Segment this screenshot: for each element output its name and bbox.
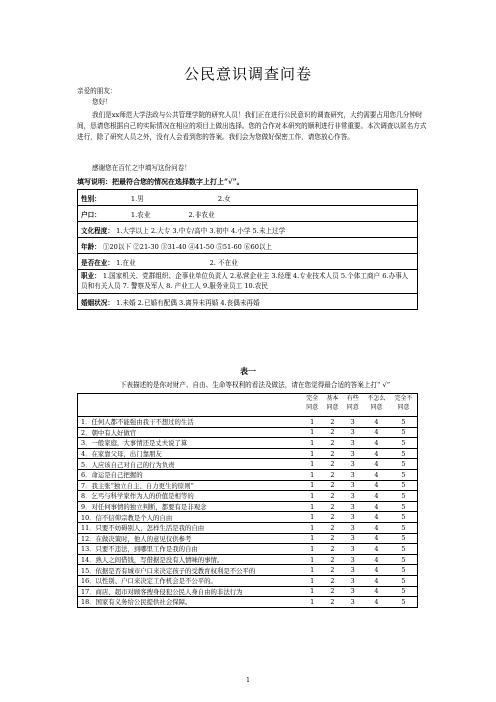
rating-option-3[interactable]: 3 (343, 565, 363, 576)
rating-option-4[interactable]: 4 (363, 459, 390, 470)
rating-option-1[interactable]: 1 (302, 575, 322, 586)
rating-option-5[interactable]: 5 (390, 554, 418, 565)
scale-header-3: 有些 同意 (343, 394, 363, 417)
rating-option-2[interactable]: 2 (322, 417, 342, 428)
question-text: 18．国家有义务给公民提供社会保障。 (78, 597, 303, 608)
age-label: 年龄： (81, 242, 101, 251)
question-text: 12．在做决策时，他人的意见仅供参考 (78, 533, 303, 544)
rating-option-2[interactable]: 2 (322, 459, 342, 470)
rating-option-4[interactable]: 4 (363, 480, 390, 491)
rating-option-5[interactable]: 5 (390, 438, 418, 449)
education-row (78, 222, 418, 238)
rating-option-3[interactable]: 3 (343, 544, 363, 555)
rating-option-1[interactable]: 1 (302, 512, 322, 523)
education-options[interactable]: 1.大学以上 2.大专 3.中专/高中 3.初中 4.小学 5.未上过学 (116, 226, 286, 235)
rating-option-3[interactable]: 3 (343, 554, 363, 565)
rating-option-1[interactable]: 1 (302, 459, 322, 470)
question-text: 15．依据是否有城市户口来决定孩子的受教育权利是不公平的 (78, 565, 303, 576)
table-row (78, 575, 418, 586)
question-text: 8．乞丐与科学家作为人的价值是相等的 (78, 491, 303, 502)
table-row (78, 491, 418, 502)
rating-option-1[interactable]: 1 (302, 438, 322, 449)
table-row (78, 501, 418, 512)
scale-header-blank (78, 394, 303, 417)
rating-option-3[interactable]: 3 (343, 491, 363, 502)
rating-option-4[interactable]: 4 (363, 575, 390, 586)
rating-option-2[interactable]: 2 (322, 427, 342, 438)
rating-option-2[interactable]: 2 (322, 448, 342, 459)
scale-header-1: 完全 同意 (302, 394, 322, 417)
rating-option-3[interactable]: 3 (343, 533, 363, 544)
table-row (78, 565, 418, 576)
occupation-options[interactable]: 1.国家机关、党群组织、企事业单位负责人 2.私营企业主 3.经理 4.专业技术人员 5.个体工商户 6.办事人员和有关人员 7. 警察及军人 8. 产业工人 9.服务业员工 10.农民 (81, 272, 409, 290)
intro-paragraph: 我们是xx师范大学法政与公共管理学院的研究人员！我们正在进行公民意识的调查研究，大约需要占用您几分钟时间，恳请您根据自己的实际情况在相应的项目上做出选择。您的合作对本研究的顺利进行非常重要。本次调查以匿名方式进行，除了研究人员之外，没有人会看到您的答案。我们会为您做好保密工作，请您放心作答。 (77, 111, 427, 141)
employment-option-no[interactable]: 2. 不在业 (209, 258, 238, 267)
rating-option-1[interactable]: 1 (302, 554, 322, 565)
rating-option-4[interactable]: 4 (363, 565, 390, 576)
table-row (78, 480, 418, 491)
rating-option-4[interactable]: 4 (363, 438, 390, 449)
rating-option-5[interactable]: 5 (390, 522, 418, 533)
rating-option-4[interactable]: 4 (363, 533, 390, 544)
occupation-row (78, 270, 418, 294)
rating-option-4[interactable]: 4 (363, 512, 390, 523)
rating-option-3[interactable]: 3 (343, 480, 363, 491)
page-title: 公民意识调查问卷 (183, 65, 312, 83)
rating-option-2[interactable]: 2 (322, 480, 342, 491)
rating-option-3[interactable]: 3 (343, 575, 363, 586)
employment-row (78, 254, 418, 270)
rating-option-5[interactable]: 5 (390, 459, 418, 470)
marital-options[interactable]: 1.未婚 2.已婚有配偶 3.离异未再婚 4.丧偶未再婚 (116, 298, 260, 307)
rating-option-3[interactable]: 3 (343, 459, 363, 470)
rating-option-5[interactable]: 5 (390, 417, 418, 428)
rating-option-2[interactable]: 2 (322, 501, 342, 512)
table-row (78, 438, 418, 449)
scale-header-row (78, 394, 418, 417)
rating-option-3[interactable]: 3 (343, 512, 363, 523)
rating-option-1[interactable]: 1 (302, 427, 322, 438)
education-label: 文化程度： (81, 226, 114, 235)
rating-option-1[interactable]: 1 (302, 417, 322, 428)
rating-option-2[interactable]: 2 (322, 586, 342, 597)
rating-option-5[interactable]: 5 (390, 469, 418, 480)
table-title: 表一 (240, 366, 256, 376)
attitude-scale-table (77, 393, 418, 608)
rating-option-2[interactable]: 2 (322, 533, 342, 544)
table-row (78, 586, 418, 597)
rating-option-4[interactable]: 4 (363, 448, 390, 459)
rating-option-4[interactable]: 4 (363, 501, 390, 512)
table-row (78, 533, 418, 544)
rating-option-5[interactable]: 5 (390, 544, 418, 555)
table-row (78, 554, 418, 565)
employment-option-yes[interactable]: 1.在业 (116, 258, 136, 267)
question-text: 3．一般家庭，大事情还是丈夫说了算 (78, 438, 303, 449)
rating-option-2[interactable]: 2 (322, 491, 342, 502)
question-text: 7．我主张“独立自主、自力更生的原则” (78, 480, 303, 491)
table-row (78, 512, 418, 523)
gender-option-male[interactable]: 1.男 (130, 194, 144, 203)
rating-option-2[interactable]: 2 (322, 512, 342, 523)
table-row (78, 597, 418, 608)
gender-row (78, 190, 418, 206)
rating-option-4[interactable]: 4 (363, 491, 390, 502)
question-text: 16．以性别、户口来决定工作机会是不公平的。 (78, 575, 303, 586)
hello-line: 您好！ (92, 98, 112, 106)
hukou-label: 户口： (81, 210, 101, 219)
rating-option-5[interactable]: 5 (390, 512, 418, 523)
question-text: 4．在家靠父母，出门靠朋友 (78, 448, 303, 459)
question-text: 2．朝中有人好做官 (78, 427, 303, 438)
occupation-label: 职业： (81, 272, 101, 280)
rating-option-2[interactable]: 2 (322, 469, 342, 480)
marital-label: 婚姻状况： (81, 298, 114, 307)
hukou-option-nonagri[interactable]: 2.非农业 (188, 210, 215, 219)
rating-option-3[interactable]: 3 (343, 597, 363, 608)
rating-option-4[interactable]: 4 (363, 427, 390, 438)
scale-header-4: 不怎么 同意 (363, 394, 390, 417)
instruction: 填写说明：把最符合您的情况在选择数字上打上“√”。 (77, 177, 244, 186)
question-text: 6．命运是自己把握的 (78, 469, 303, 480)
rating-option-5[interactable]: 5 (390, 501, 418, 512)
rating-option-2[interactable]: 2 (322, 544, 342, 555)
question-text: 9．对任何事情的独立判断，都要有是非观念 (78, 501, 303, 512)
table-row (78, 417, 418, 428)
question-text: 14．熟人之间借钱，写借据是没有人情味的事情。 (78, 554, 303, 565)
rating-option-1[interactable]: 1 (302, 448, 322, 459)
marital-row (78, 294, 418, 310)
scale-header-2: 基本 同意 (322, 394, 342, 417)
rating-option-3[interactable]: 3 (343, 438, 363, 449)
hukou-row (78, 206, 418, 222)
rating-option-3[interactable]: 3 (343, 417, 363, 428)
rating-option-1[interactable]: 1 (302, 501, 322, 512)
page-number: 1 (246, 677, 250, 684)
age-row (78, 238, 418, 254)
table-row (78, 522, 418, 533)
table-row (78, 544, 418, 555)
gender-label: 性别： (81, 194, 101, 203)
rating-option-5[interactable]: 5 (390, 491, 418, 502)
table-row (78, 469, 418, 480)
scale-header-5: 完全不 同意 (390, 394, 418, 417)
rating-option-2[interactable]: 2 (322, 597, 342, 608)
rating-option-2[interactable]: 2 (322, 438, 342, 449)
question-text: 11．只要不妨碍别人，怎样生活是我的自由 (78, 522, 303, 533)
question-text: 10．信不信仰宗教是个人的自由 (78, 512, 303, 523)
gender-option-female[interactable]: 2.女 (217, 194, 231, 203)
rating-option-4[interactable]: 4 (363, 522, 390, 533)
rating-option-5[interactable]: 5 (390, 586, 418, 597)
rating-option-5[interactable]: 5 (390, 427, 418, 438)
rating-option-1[interactable]: 1 (302, 597, 322, 608)
rating-option-4[interactable]: 4 (363, 597, 390, 608)
table-subtitle: 下表描述的是你对财产、自由、生命等权利的看法及做法，请在您觉得最合适的答案上打“ √” (119, 381, 391, 389)
rating-option-2[interactable]: 2 (322, 565, 342, 576)
rating-option-5[interactable]: 5 (390, 575, 418, 586)
employment-label: 是否在业： (81, 258, 114, 267)
table-row (78, 448, 418, 459)
greeting: 亲爱的朋友： (77, 87, 117, 95)
rating-option-4[interactable]: 4 (363, 554, 390, 565)
rating-option-1[interactable]: 1 (302, 544, 322, 555)
rating-option-5[interactable]: 5 (390, 565, 418, 576)
rating-option-1[interactable]: 1 (302, 565, 322, 576)
rating-option-1[interactable]: 1 (302, 522, 322, 533)
rating-option-1[interactable]: 1 (302, 491, 322, 502)
rating-option-4[interactable]: 4 (363, 544, 390, 555)
rating-option-3[interactable]: 3 (343, 448, 363, 459)
question-text: 5．人应该自己对自己的行为负责 (78, 459, 303, 470)
hukou-option-agri[interactable]: 1.农业 (130, 210, 151, 219)
rating-option-5[interactable]: 5 (390, 533, 418, 544)
personal-info-table (77, 189, 418, 310)
rating-option-4[interactable]: 4 (363, 469, 390, 480)
rating-option-4[interactable]: 4 (363, 586, 390, 597)
thanks-line: 感谢您在百忙之中填写这份问卷！ (92, 164, 191, 172)
rating-option-1[interactable]: 1 (302, 480, 322, 491)
rating-option-3[interactable]: 3 (343, 522, 363, 533)
question-text: 1．任何人都不能强由我干不想过的生活 (78, 417, 303, 428)
table-row (78, 427, 418, 438)
question-text: 17．商店、超市对顾客搜身侵犯公民人身自由的非法行为 (78, 586, 303, 597)
table-row (78, 459, 418, 470)
rating-option-5[interactable]: 5 (390, 448, 418, 459)
rating-option-5[interactable]: 5 (390, 480, 418, 491)
rating-option-5[interactable]: 5 (390, 597, 418, 608)
rating-option-2[interactable]: 2 (322, 554, 342, 565)
rating-option-2[interactable]: 2 (322, 522, 342, 533)
age-options[interactable]: ①20以下 ②21-30 ③31-40 ④41-50 ⑤51-60 ⑥60以上 (102, 242, 273, 251)
rating-option-3[interactable]: 3 (343, 427, 363, 438)
rating-option-3[interactable]: 3 (343, 501, 363, 512)
question-text: 13．只要不违法，到哪里工作是我的自由 (78, 544, 303, 555)
rating-option-1[interactable]: 1 (302, 586, 322, 597)
rating-option-1[interactable]: 1 (302, 533, 322, 544)
rating-option-3[interactable]: 3 (343, 469, 363, 480)
rating-option-2[interactable]: 2 (322, 575, 342, 586)
rating-option-3[interactable]: 3 (343, 586, 363, 597)
rating-option-4[interactable]: 4 (363, 417, 390, 428)
rating-option-1[interactable]: 1 (302, 469, 322, 480)
